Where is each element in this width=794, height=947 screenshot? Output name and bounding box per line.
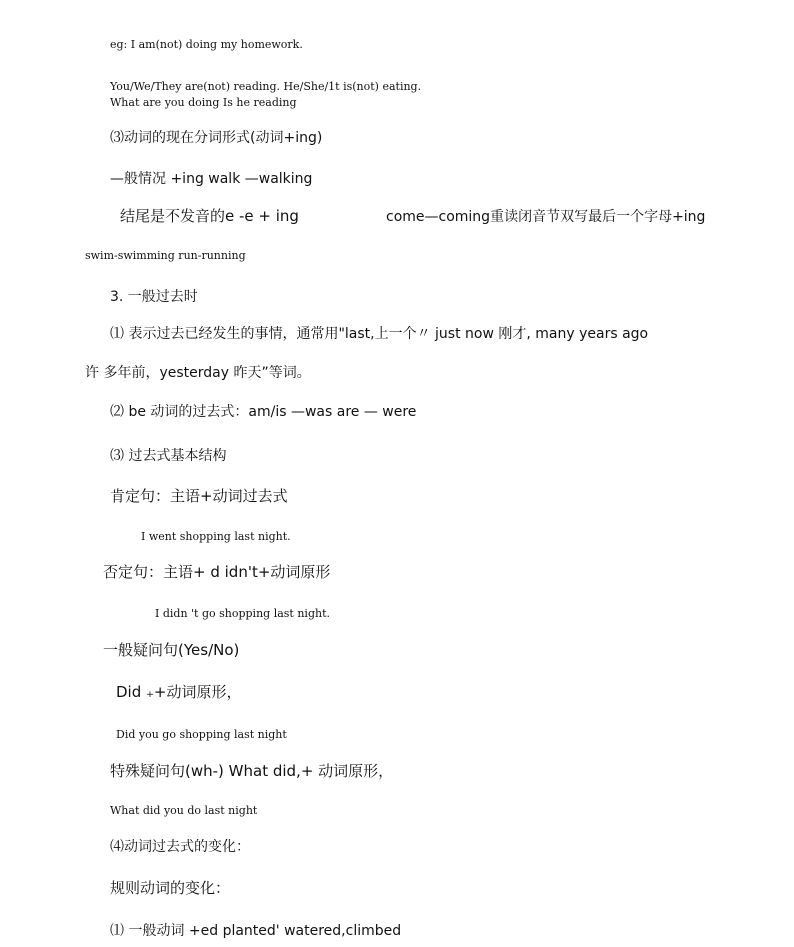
section-heading: 3. 一般过去时 <box>110 289 198 305</box>
text-line-25: ⑴ 一般动词 +ed planted' watered,climbed <box>110 923 402 939</box>
text-line-21: 特殊疑问句(wh-) What did,+ 动词原形， <box>110 762 394 780</box>
text-line-4: ⑶动词的现在分词形式(动词+ing) <box>110 130 323 146</box>
text-line-24: 规则动词的变化： <box>110 879 231 897</box>
text-line-8: swim-swimming run-running <box>85 249 246 262</box>
text-line-20: Did you go shopping last night <box>116 728 287 741</box>
text-line-23: ⑷动词过去式的变化： <box>110 839 250 855</box>
text-line-14: 肯定句：主语+动词过去式 <box>110 487 288 505</box>
text-line-18: 一般疑问句(Yes/No) <box>103 641 240 659</box>
text-line-13: ⑶ 过去式基本结构 <box>110 448 227 464</box>
text-line-1: eg: I am(not) doing my homework. <box>110 38 303 51</box>
text-line-11: 许 多年前，yesterday 昨天”等词。 <box>85 365 311 381</box>
text-line-17: I didn 't go shopping last night. <box>155 607 330 620</box>
text-line-19: Did ₊+动词原形， <box>116 683 242 701</box>
text-line-16: 否定句：主语+ d idn't+动词原形 <box>103 563 331 581</box>
text-line-6: 结尾是不发音的e -e + ing <box>120 207 299 225</box>
text-line-15: I went shopping last night. <box>141 530 291 543</box>
text-line-12: ⑵ be 动词的过去式：am/is —was are — were <box>110 404 417 420</box>
text-line-5: —般情况 +ing walk —walking <box>110 171 313 187</box>
text-line-7: come—coming重读闭音节双写最后一个字母+ing <box>386 209 706 225</box>
text-line-2: You/We/They are(not) reading. He/She/1t is(not) eating. <box>110 80 422 93</box>
text-line-10: ⑴ 表示过去已经发生的事情，通常用"last,上一个〃 just now 刚才, many years ago <box>110 326 649 342</box>
text-line-22: What did you do last night <box>110 804 258 817</box>
text-line-3: What are you doing Is he reading <box>110 96 297 109</box>
